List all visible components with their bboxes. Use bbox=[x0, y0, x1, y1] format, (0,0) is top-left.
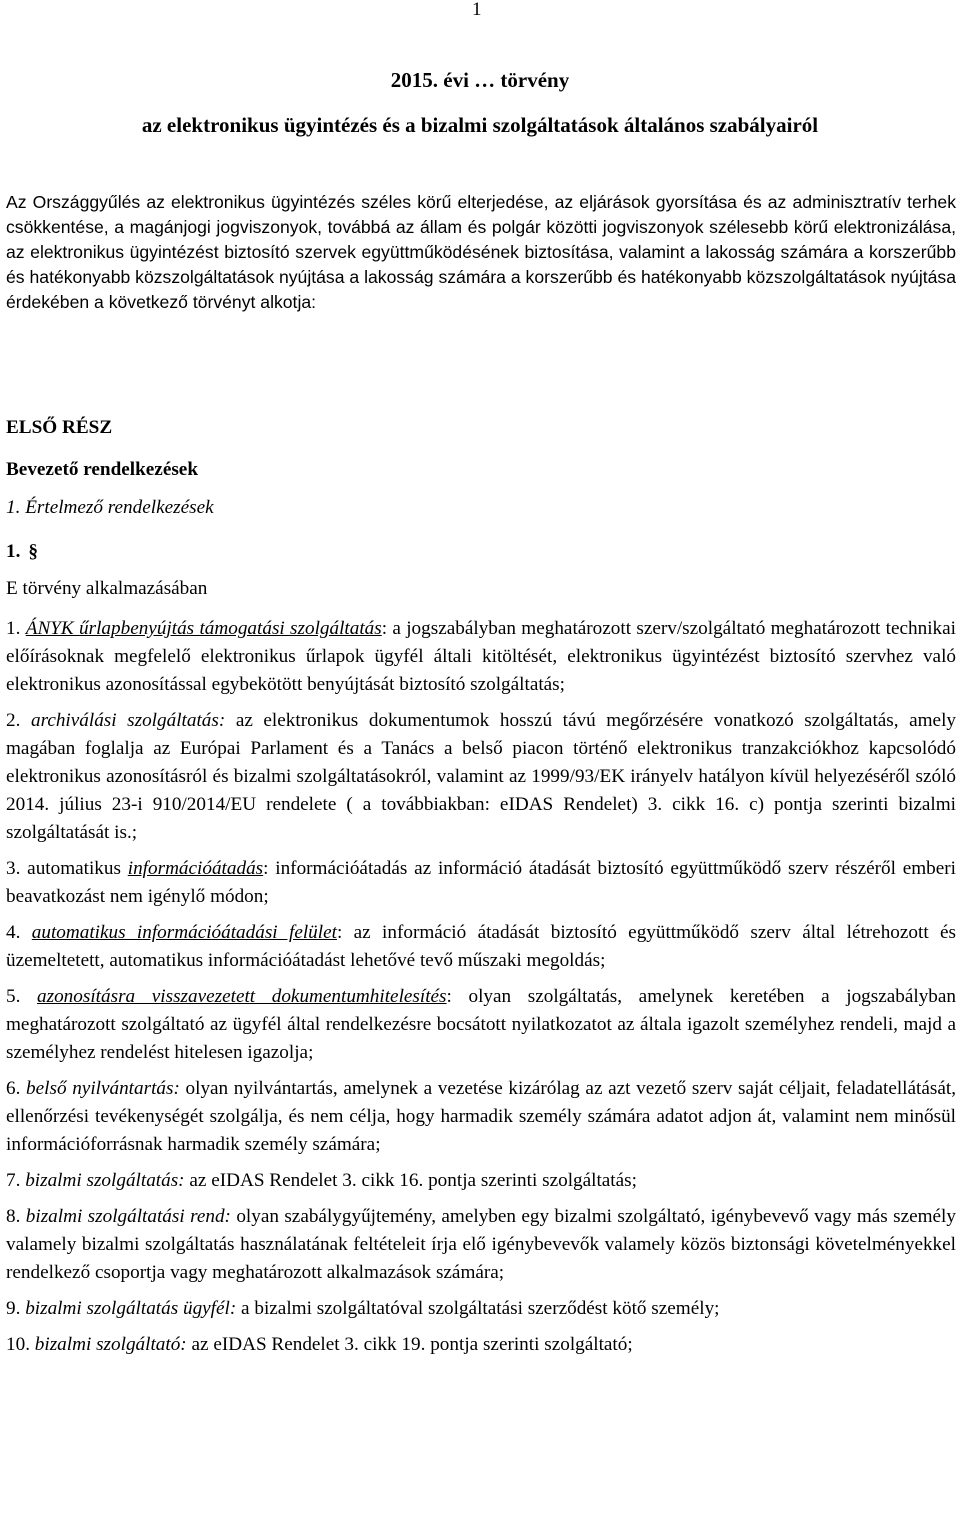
definition-text: az elektronikus dokumentumok hosszú távú megőrzésére vonatkozó szolgáltatás, amely magában foglalja az Európai Parlament és a Tanács a belső piacon történő elektronikus tranzakciókhoz kapcsolódó elektronikus azonosításról és bizalmi szolgáltatásokról, valamint az 1999/93/EK irányelv hatályon kívül helyezéséről szóló 2014. július 23-i 910/2014/EU rendelete ( a továbbiakban: eIDAS Rendelet) 3. cikk 16. c) pontja szerinti bizalmi szolgáltatását is.; bbox=[6, 710, 957, 843]
definition-item bbox=[6, 1331, 956, 1359]
definition-number: 6. bbox=[6, 1078, 21, 1099]
definition-term: információátadás bbox=[127, 858, 264, 879]
definition-item bbox=[6, 1075, 956, 1159]
definition-text: : a jogszabályban meghatározott szerv/szolgáltató meghatározott technikai előírásoknak megfelelő elektronikus űrlapok ügyfél általi kitöltését, elektronikus ügyintézést biztosító szervhez való elektronikus azonosítással egybekötött benyújtását biztosító szolgáltatás; bbox=[6, 618, 956, 695]
definition-term: belső nyilvántartás: bbox=[26, 1078, 180, 1099]
definition-item bbox=[6, 1295, 956, 1323]
definition-term: bizalmi szolgáltatás: bbox=[25, 1170, 185, 1191]
definition-item bbox=[6, 919, 956, 975]
definition-item bbox=[6, 707, 956, 847]
definition-number: 8. bbox=[6, 1206, 21, 1227]
definition-number: 5. bbox=[6, 986, 21, 1007]
definition-number: 4. bbox=[6, 922, 21, 943]
definition-item bbox=[6, 1203, 956, 1287]
chapter-heading: 1. Értelmező rendelkezések bbox=[6, 497, 214, 518]
definition-item bbox=[6, 1167, 956, 1195]
definition-term: ÁNYK űrlapbenyújtás támogatási szolgáltatás bbox=[25, 618, 382, 639]
intro-heading: Bevezető rendelkezések bbox=[6, 459, 198, 480]
definition-text: az eIDAS Rendelet 3. cikk 19. pontja szerinti szolgáltató; bbox=[186, 1334, 633, 1355]
section-sign: § bbox=[28, 541, 38, 562]
definition-text: olyan szabálygyűjtemény, amelyben egy bizalmi szolgáltató, igénybevevő vagy más személy valamely bizalmi szolgáltatás használatának feltételeit írja elő igénybevevők valamely közös biztonsági követelményekkel rendelkező csoportja vagy meghatározott alkalmazások számára; bbox=[6, 1206, 956, 1283]
definition-item bbox=[6, 983, 956, 1067]
law-title: 2015. évi … törvény bbox=[390, 68, 570, 92]
part-heading: ELSŐ RÉSZ bbox=[6, 417, 113, 438]
definition-term: bizalmi szolgáltatási rend: bbox=[25, 1206, 231, 1227]
definition-term: archiválási szolgáltatás: bbox=[30, 710, 226, 731]
preamble: Az Országgyűlés az elektronikus ügyintézés széles körű elterjedése, az eljárások gyorsítása és az adminisztratív terhek csökkentése, a magánjogi jogviszonyok, továbbá az állam és polgár közötti jogviszonyok szélesebb körű elektronizálása, az elektronikus ügyintézést biztosító szervek együttműködésének biztosítása, valamint a lakosság számára a korszerűbb és hatékonyabb közszolgáltatások nyújtása a lakosság számára a korszerűbb és hatékonyabb közszolgáltatások nyújtása érdekében a következő törvényt alkotja: bbox=[6, 192, 956, 312]
definition-number: 9. bbox=[6, 1298, 21, 1319]
definition-number: 7. bbox=[6, 1170, 21, 1191]
definition-number: 10. bbox=[6, 1334, 30, 1355]
scope-heading: E törvény alkalmazásában bbox=[6, 578, 208, 599]
definitions-list bbox=[6, 615, 956, 1367]
definition-text: : olyan szolgáltatás, amelynek keretében a jogszabályban meghatározott szolgáltató az ügyfél által rendelkezésre bocsátott nyilatkozatot az általa igazolt személyhez rendeli, majd a személyhez rendelést hitelesen igazolja; bbox=[6, 986, 956, 1063]
definition-term-prefix: automatikus bbox=[27, 858, 128, 879]
definition-item bbox=[6, 855, 956, 911]
definition-text: a bizalmi szolgáltatóval szolgáltatási szerződést kötő személy; bbox=[236, 1298, 720, 1319]
definition-text: : információátadás az információ átadását biztosító együttműködő szerv részéről emberi beavatkozást nem igénylő módon; bbox=[6, 858, 956, 907]
definition-term: bizalmi szolgáltató: bbox=[34, 1334, 187, 1355]
section-number: 1. bbox=[6, 541, 21, 562]
page-number: 1 bbox=[472, 0, 482, 20]
definition-term: automatikus információátadási felület bbox=[31, 922, 337, 943]
definition-number: 3. bbox=[6, 858, 21, 879]
law-subtitle: az elektronikus ügyintézés és a bizalmi szolgáltatások általános szabályairól bbox=[141, 113, 819, 137]
definition-term: azonosításra visszavezetett dokumentumhitelesítés bbox=[37, 986, 447, 1007]
definition-number: 2. bbox=[6, 710, 21, 731]
definition-text: az eIDAS Rendelet 3. cikk 16. pontja szerinti szolgáltatás; bbox=[184, 1170, 637, 1191]
section-heading bbox=[6, 539, 38, 565]
definition-number: 1. bbox=[6, 618, 21, 639]
definition-text: olyan nyilvántartás, amelynek a vezetése kizárólag az azt vezető szerv saját céljait, feladatellátását, ellenőrzési tevékenységét szolgálja, és nem célja, hogy harmadik személy számára adatot adjon át, valamint nem minősül információforrásnak harmadik személy számára; bbox=[6, 1078, 956, 1155]
definition-text: : az információ átadását biztosító együttműködő szerv által létrehozott és üzemeltetett, automatikus információátadást lehetővé tevő műszaki megoldás; bbox=[6, 922, 957, 971]
definition-item bbox=[6, 615, 956, 699]
definition-term: bizalmi szolgáltatás ügyfél: bbox=[25, 1298, 237, 1319]
